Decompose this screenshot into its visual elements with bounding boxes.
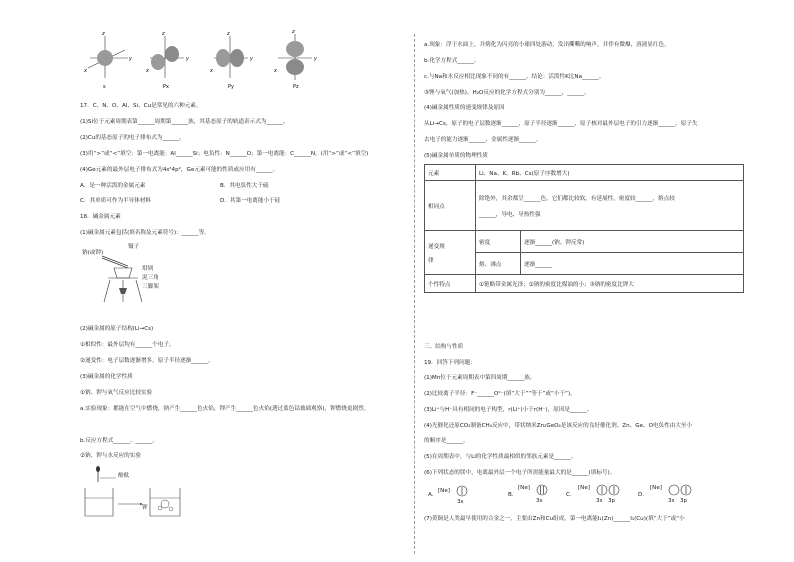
svg-text:s: s (103, 84, 106, 90)
t-density-value: 逐渐______(钠、钾反常) (521, 231, 744, 253)
r-line6: 从Li→Cs，原子的电子层数逐渐______，原子半径逐渐______，原子核对最外层电子的引力逐渐______，原子失 (424, 121, 698, 127)
label-triangle: 泥三角 (142, 275, 159, 281)
mg-options: A． [Ne] 3s B． [Ne] 3s C． [Ne] 3s 3p D． [Ne] 3s 3p (424, 482, 744, 512)
label-tripod: 三脚架 (142, 284, 159, 290)
option-d: D．其第一电离能小于硅 (220, 198, 281, 204)
svg-text:y: y (314, 56, 317, 62)
svg-text:x: x (146, 68, 149, 74)
svg-text:x: x (274, 68, 277, 74)
water-reaction-figure (80, 464, 190, 526)
t-special-value: ①铯略带金属光泽；②钠的密度比煤油的小；③钠的密度比钾大 (476, 275, 744, 293)
q19-part2: (2)比较离子半径：F⁻______O²⁻(填“大于”“等于”或“小于”)。 (424, 391, 576, 397)
q19-part1: (1)Mn位于元素周期表中第四周期______族。 (424, 375, 536, 381)
r-line7: 去电子的能力逐渐______，金属性逐渐______。 (424, 137, 542, 143)
q19-part7: (7)黄铜是人类最早使用的合金之一，主要由Zn和Cu组成。第一电离能I₁(Zn)______I₁(Cu)(填“大于”或“小 (424, 516, 685, 522)
svg-text:Pz: Pz (293, 84, 299, 90)
q18-part3a: ①钠、钾与氧气反应比较实验 (80, 390, 153, 396)
option-b: B．其电负性大于硫 (220, 183, 269, 189)
svg-text:Px: Px (163, 84, 169, 90)
question-18: 18．碱金属元素 (80, 214, 121, 220)
t-same-header: 相同点 (425, 181, 476, 231)
t-trend-header: 递变规 律 (425, 231, 476, 275)
box-d (668, 484, 692, 496)
t-element-header: 元素 (425, 165, 476, 181)
py-orbital-figure (214, 36, 248, 78)
svg-text:z: z (227, 31, 230, 37)
label-sodium: 钠(或钾) (82, 250, 104, 256)
box-b-s (536, 484, 548, 496)
label-potassium: 钾 (142, 505, 148, 511)
q18-part2b: ②递变性：电子层数逐渐增多，原子半径逐渐______。 (80, 358, 214, 364)
svg-text:z: z (102, 31, 105, 37)
q18-part3: (3)碱金属的化学性质 (80, 374, 133, 380)
orbital-diagrams (80, 28, 330, 90)
t-density-header: 密度 (476, 231, 521, 253)
q18-part3d: ②钠、钾与水反应的实验 (80, 453, 141, 459)
q18-part3b: a.实验现象：都能在空气中燃烧，钠产生______色火焰，钾产生______色火焰(透过蓝色钴玻璃观察)，钾燃烧更剧烈。 (80, 406, 370, 412)
q17-part1: (1)Si位于元素周期表第______周期第______族，其基态原子的轨道表示式为______。 (80, 119, 289, 125)
q18-part1: (1)碱金属元素包括(填名称及元素符号)：______等。 (80, 230, 210, 236)
q19-part5: (5)在周期表中，与Li的化学性质最相似的邻族元素是______。 (424, 454, 577, 460)
q18-part2: (2)碱金属的原子结构(Li→Cs) (80, 326, 154, 332)
q19-part4: (4)光催化还原CO₂制备CH₄反应中，带状纳米Zn₂GeO₄是该反应的良好催化剂。Zn、Ge、O电负性由大至小 (424, 423, 693, 429)
question-19: 19．回答下列问题： (424, 360, 476, 366)
q19-part3: (3)Li⁺与H⁻具有相同的电子构型，r(Li⁺)小于r(H⁻)，原因是______。 (424, 407, 593, 413)
label-tongs: 镊子 (128, 244, 140, 250)
q19-part4b: 的顺序是______。 (424, 438, 469, 444)
r-line5: (4)碱金属性质的递变规律及原因 (424, 105, 505, 111)
t-mp-header: 熔、沸点 (476, 253, 521, 275)
column-divider (414, 34, 415, 554)
r-line3: c.与Na和水反应相比现象不同的有______，结论：活泼性K比Na______。 (424, 74, 605, 80)
svg-text:z: z (162, 31, 165, 37)
label-phenolphthalein: 酚酞 (118, 473, 130, 479)
t-mp-value: 逐渐______ (521, 253, 744, 275)
t-special-header: 个性特点 (425, 275, 476, 293)
t-same-value: 除铯外，其余都呈______色，它们都比较软，有延展性，密度较______，熔点较 ______，导电、导热性强 (476, 181, 744, 231)
question-17: 17．C、N、O、Al、Si、Cu是常见的六种元素。 (80, 103, 202, 109)
pz-orbital-figure (278, 34, 312, 80)
combustion-apparatus-figure (80, 244, 170, 306)
opt19-b-label: B． (508, 492, 518, 498)
section-3-title: 三、结构与性质 (424, 344, 464, 350)
label-crucible: 坩埚 (142, 266, 154, 272)
r-line8: (5)碱金属单质的物理性质 (424, 153, 488, 159)
option-a: A．是一种活泼的金属元素 (80, 183, 146, 189)
opt19-c-label: C． (566, 492, 576, 498)
t-element-value: Li、Na、K、Rb、Cs(原子序数增大) (476, 165, 744, 181)
box-a-s (456, 485, 468, 497)
option-c: C．其单质可作为半导体材料 (80, 198, 152, 204)
svg-text:y: y (129, 56, 132, 62)
svg-text:z: z (292, 29, 295, 35)
r-line1: a.现象：浮于水面上，并熔化为闪亮的小球四处游动，发出嘶嘶的响声，并伴有微爆，溶液显红色。 (424, 42, 670, 48)
box-c (596, 484, 620, 496)
q19-part6: (6)下列状态的镁中，电离最外层一个电子所需能量最大的是______(填标号)。 (424, 470, 616, 476)
svg-text:y: y (186, 56, 189, 62)
svg-text:y: y (250, 56, 253, 62)
svg-text:Py: Py (228, 84, 234, 90)
s-orbital-figure (88, 36, 128, 78)
px-orbital-figure (150, 36, 184, 78)
opt19-d-label: D． (638, 492, 648, 498)
q18-part2a: ①相似性：最外层均有______个电子。 (80, 342, 175, 348)
q17-part2: (2)Cu的基态原子的电子排布式为______。 (80, 135, 185, 141)
alkali-properties-table (424, 164, 744, 293)
svg-text:x: x (84, 68, 87, 74)
r-line4: ③锂与氧气(加热)、H₂O反应的化学方程式分别为______，______。 (424, 90, 590, 96)
opt19-a-label: A． (428, 492, 438, 498)
r-line2: b.化学方程式______。 (424, 58, 480, 64)
svg-text:x: x (210, 68, 213, 74)
q17-part4: (4)Ge元素的最外层电子排布式为4s²4p²，Ge元素可能的性质或应用有______。 (80, 167, 279, 173)
q17-part3: (3)用“>”或“<”填空：第一电离能：Al______Si；电负性：N______O；第一电离能：C______N。(用“>”或“<”填空) (80, 151, 369, 157)
q18-part3c: b.反应方程式______、______。 (80, 438, 159, 444)
